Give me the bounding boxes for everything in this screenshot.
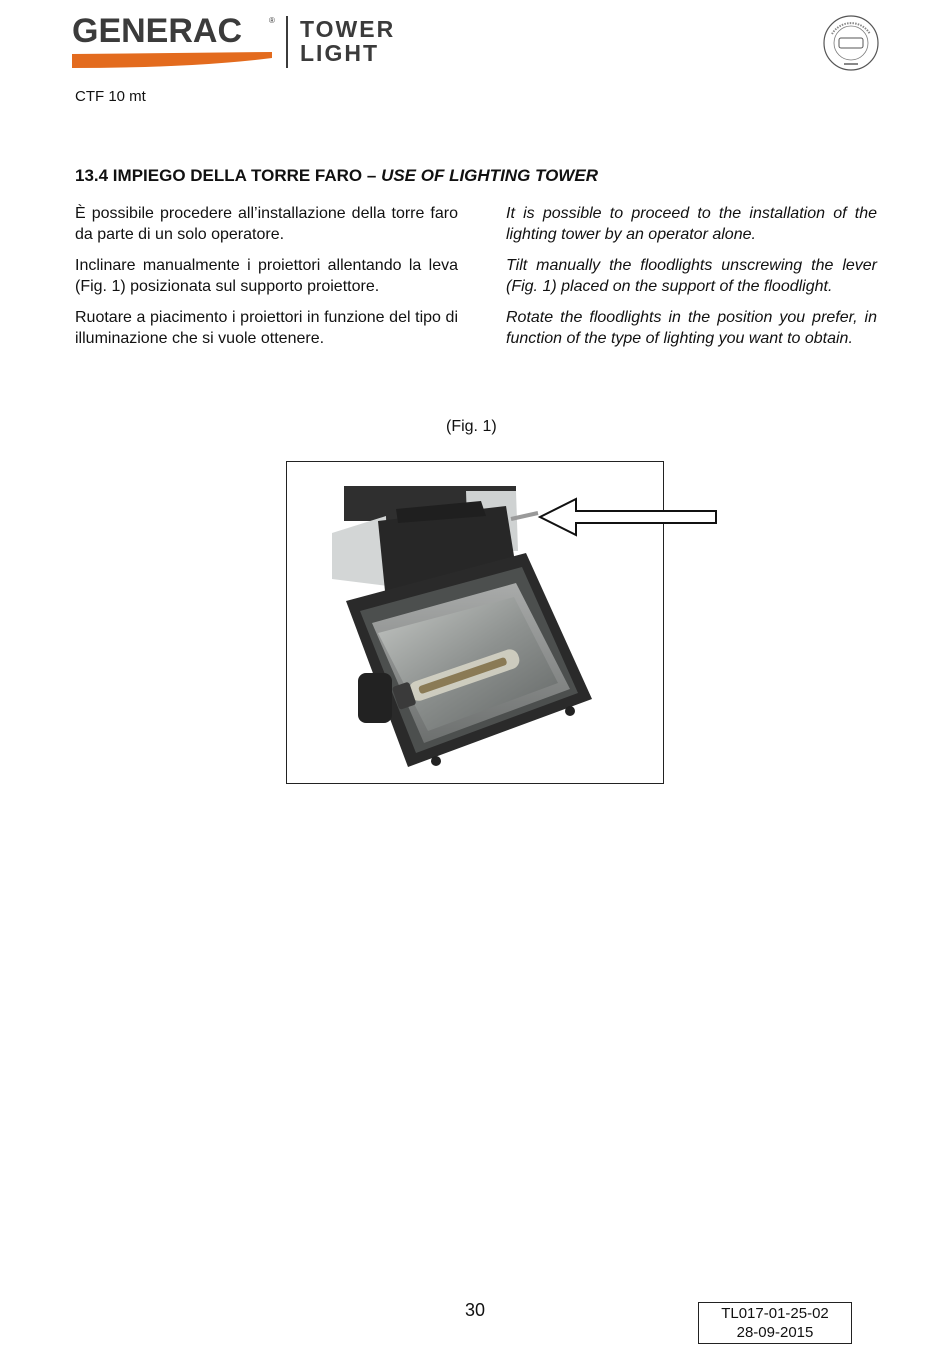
paragraph-it-1: È possibile procedere all’installazione della torre faro da parte di un solo operatore. bbox=[75, 205, 458, 243]
figure-caption: (Fig. 1) bbox=[446, 418, 497, 435]
logo-divider bbox=[286, 16, 288, 68]
paragraph-en-1: It is possible to proceed to the installation of the lighting tower by an operator alone. bbox=[506, 205, 877, 243]
product-line-1: TOWER bbox=[300, 16, 396, 42]
product-line-2: LIGHT bbox=[300, 40, 379, 66]
page-number: 30 bbox=[465, 1300, 486, 1320]
section-title-it: 13.4 IMPIEGO DELLA TORRE FARO – bbox=[75, 166, 382, 185]
section-heading bbox=[75, 166, 598, 186]
floodlight-photo bbox=[286, 461, 726, 786]
generac-tower-light-logo bbox=[72, 12, 432, 70]
section-title-en: USE OF LIGHTING TOWER bbox=[381, 166, 598, 185]
model-label: CTF 10 mt bbox=[75, 88, 146, 105]
iso-9001-certification-seal-icon bbox=[822, 14, 880, 72]
brand-swoosh-icon bbox=[72, 52, 272, 70]
paragraph-it-2: Inclinare manualmente i proiettori allentando la leva (Fig. 1) posizionata sul supporto proiettore. bbox=[75, 257, 458, 295]
document-date: 28-09-2015 bbox=[736, 1324, 814, 1341]
document-reference-box bbox=[698, 1302, 852, 1344]
brand-name: GENERAC bbox=[72, 12, 243, 50]
italian-text-column bbox=[75, 203, 458, 359]
document-code: TL017-01-25-02 bbox=[721, 1305, 829, 1322]
registered-mark: ® bbox=[269, 16, 275, 25]
paragraph-it-3: Ruotare a piacimento i proiettori in funzione del tipo di illuminazione che si vuole ottenere. bbox=[75, 309, 458, 347]
paragraph-en-2: Tilt manually the floodlights unscrewing the lever (Fig. 1) placed on the support of the floodlight. bbox=[506, 257, 877, 295]
pointer-arrow-icon bbox=[540, 499, 716, 535]
paragraph-en-3: Rotate the floodlights in the position you prefer, in function of the type of lighting you want to obtain. bbox=[506, 309, 877, 347]
english-text-column bbox=[506, 203, 877, 359]
